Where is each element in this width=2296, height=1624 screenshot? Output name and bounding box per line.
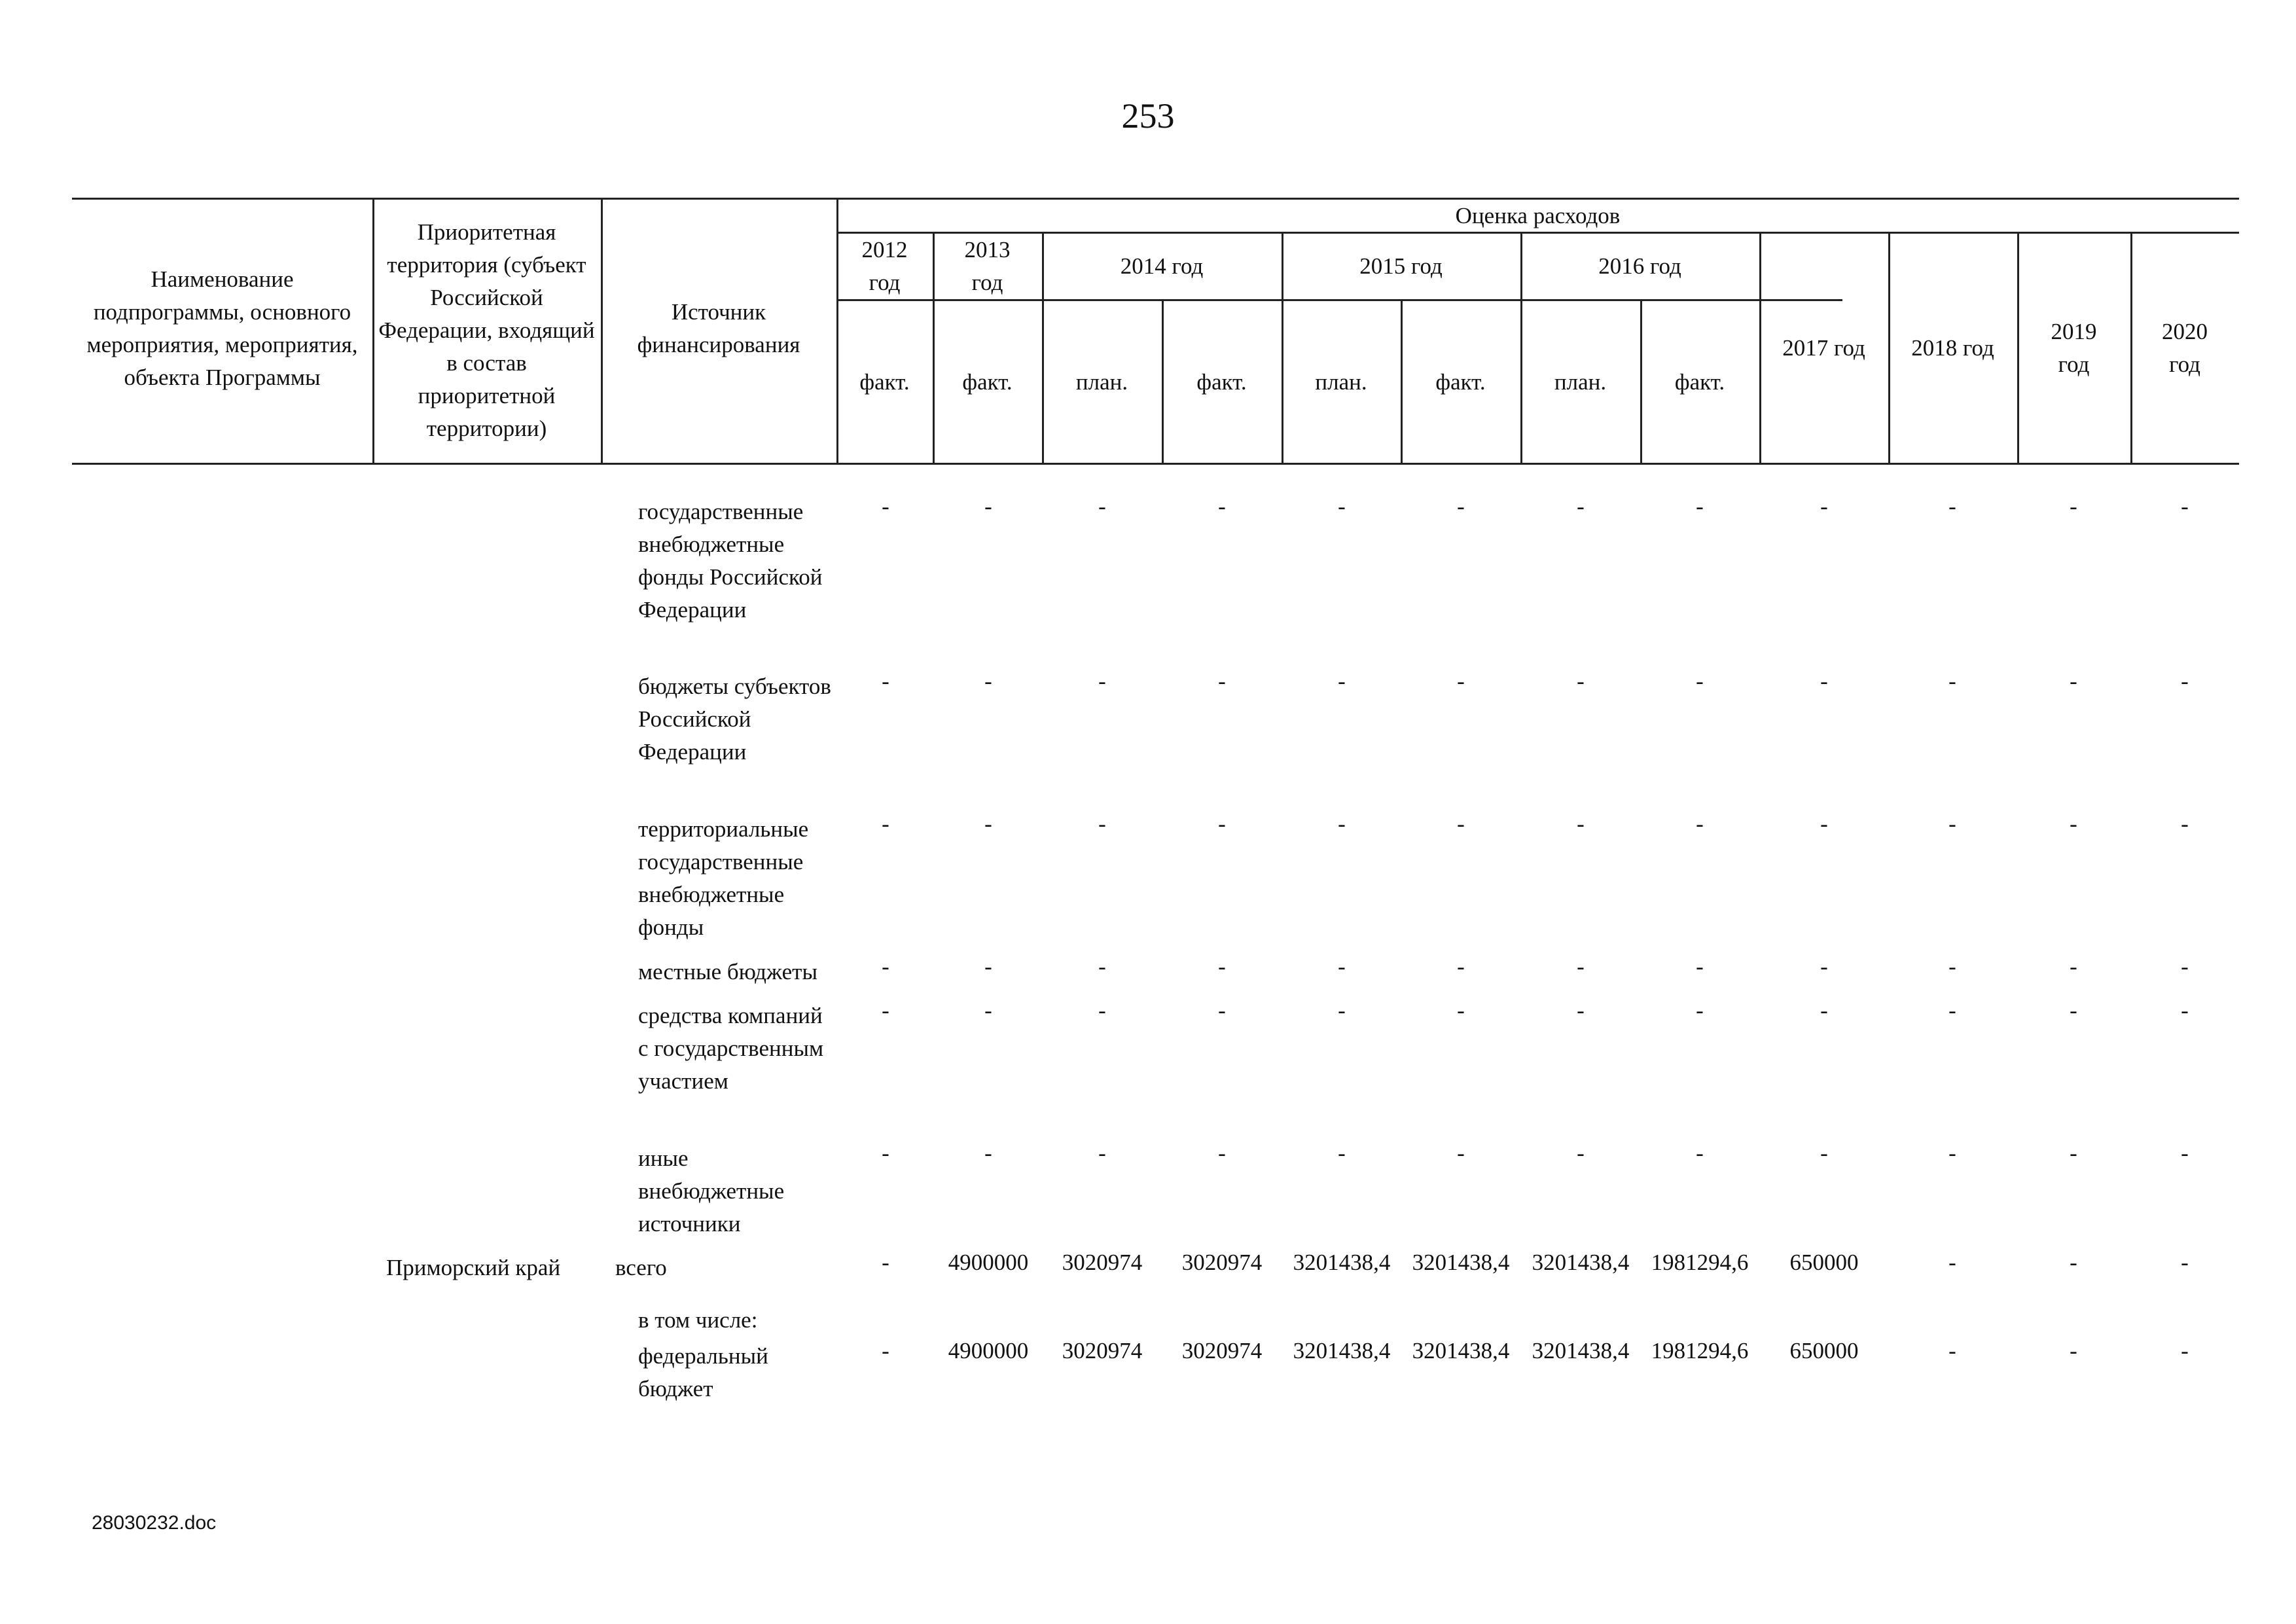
row-value-cell: -: [1696, 954, 1704, 979]
header-sub-plan: план.: [1315, 369, 1367, 395]
row-value-cell: -: [1098, 668, 1106, 694]
row-value-cell: -: [1948, 998, 1956, 1023]
row-value-cell: -: [2070, 954, 2077, 979]
row-value-cell: -: [984, 494, 992, 519]
row-value-cell: -: [1457, 811, 1465, 837]
row-value-cell: -: [2070, 811, 2077, 837]
header-sub-fact: факт.: [1196, 369, 1247, 395]
row-territory: Приморский край: [386, 1255, 561, 1280]
row-value-cell: 3201438,4: [1293, 1250, 1391, 1275]
row-value-cell: -: [1577, 954, 1585, 979]
row-value-cell: -: [1948, 954, 1956, 979]
row-value-cell: -: [1948, 1338, 1956, 1363]
header-year-2019: 2019 год: [2051, 319, 2097, 377]
row-value-cell: -: [1820, 668, 1828, 694]
header-sub-fact: факт.: [962, 369, 1013, 395]
row-value-cell: -: [1948, 494, 1956, 519]
row-value-cell: -: [1098, 811, 1106, 837]
header-year-2016: 2016 год: [1598, 253, 1681, 279]
row-value-cell: -: [1218, 1140, 1226, 1166]
row-financing-source: бюджеты субъектов Российской Федерации: [638, 674, 831, 765]
row-value-cell: -: [2181, 998, 2189, 1023]
row-value-cell: -: [1457, 668, 1465, 694]
row-value-cell: -: [882, 954, 889, 979]
row-financing-source: в том числе:: [638, 1307, 758, 1333]
row-value-cell: -: [882, 1140, 889, 1166]
row-value-cell: 3201438,4: [1532, 1338, 1630, 1363]
header-year-2013: 2013 год: [964, 237, 1011, 295]
row-value-cell: -: [984, 668, 992, 694]
row-value-cell: -: [1457, 494, 1465, 519]
header-year-2018: 2018 год: [1911, 335, 1994, 361]
row-value-cell: -: [2070, 998, 2077, 1023]
row-value-cell: 3201438,4: [1412, 1338, 1510, 1363]
row-value-cell: -: [2181, 1338, 2189, 1363]
row-value-cell: -: [1820, 494, 1828, 519]
row-value-cell: -: [2070, 1338, 2077, 1363]
row-value-cell: -: [1218, 954, 1226, 979]
row-value-cell: -: [984, 1140, 992, 1166]
row-value-cell: -: [2181, 668, 2189, 694]
row-value-cell: -: [1696, 811, 1704, 837]
row-value-cell: 3201438,4: [1412, 1250, 1510, 1275]
row-value-cell: 1981294,6: [1651, 1338, 1749, 1363]
row-value-cell: 1981294,6: [1651, 1250, 1749, 1275]
row-value-cell: 4900000: [948, 1338, 1029, 1363]
row-value-cell: -: [1696, 1140, 1704, 1166]
header-financing-source: Источник финансирования: [637, 299, 800, 357]
row-value-cell: -: [1820, 998, 1828, 1023]
row-financing-source: всего: [615, 1255, 667, 1280]
row-financing-source: иные внебюджетные источники: [638, 1146, 785, 1236]
row-value-cell: -: [984, 998, 992, 1023]
row-value-cell: -: [1948, 668, 1956, 694]
row-value-cell: -: [2181, 1250, 2189, 1275]
row-value-cell: 3201438,4: [1532, 1250, 1630, 1275]
header-sub-fact: факт.: [859, 369, 910, 395]
row-value-cell: -: [1338, 811, 1346, 837]
row-value-cell: -: [2070, 1250, 2077, 1275]
row-value-cell: 4900000: [948, 1250, 1029, 1275]
row-financing-source: государственные внебюджетные фонды Российской Федерации: [638, 499, 823, 623]
row-value-cell: -: [1820, 811, 1828, 837]
row-value-cell: -: [882, 668, 889, 694]
header-year-2012: 2012 год: [861, 237, 908, 295]
row-value-cell: -: [2070, 494, 2077, 519]
row-value-cell: -: [2181, 494, 2189, 519]
row-value-cell: 3020974: [1062, 1250, 1143, 1275]
row-financing-source: территориальные государственные внебюджетные фонды: [638, 816, 809, 940]
row-value-cell: -: [882, 998, 889, 1023]
header-sub-fact: факт.: [1435, 369, 1486, 395]
row-value-cell: -: [1577, 811, 1585, 837]
row-value-cell: -: [1338, 668, 1346, 694]
row-value-cell: 3020974: [1181, 1338, 1263, 1363]
row-value-cell: -: [882, 494, 889, 519]
row-value-cell: -: [1457, 954, 1465, 979]
row-value-cell: -: [1457, 1140, 1465, 1166]
header-sub-plan: план.: [1075, 369, 1128, 395]
row-value-cell: -: [1218, 998, 1226, 1023]
row-value-cell: -: [1098, 954, 1106, 979]
row-value-cell: -: [2181, 811, 2189, 837]
header-bottom-border: [72, 463, 2239, 465]
row-value-cell: -: [1577, 1140, 1585, 1166]
row-value-cell: -: [1338, 494, 1346, 519]
header-priority-territory: Приоритетная территория (субъект Российской Федерации, входящий в состав приоритетной территории): [378, 219, 595, 441]
row-value-cell: -: [882, 1250, 889, 1275]
header-year-2015: 2015 год: [1359, 253, 1443, 279]
header-program-name: Наименование подпрограммы, основного мероприятия, мероприятия, объекта Программы: [86, 266, 358, 390]
row-value-cell: -: [1098, 494, 1106, 519]
row-value-cell: -: [1338, 1140, 1346, 1166]
header-sub-plan: план.: [1554, 369, 1607, 395]
header-year-2017: 2017 год: [1782, 335, 1865, 361]
row-value-cell: 3020974: [1181, 1250, 1263, 1275]
row-value-cell: -: [882, 1338, 889, 1363]
row-value-cell: -: [1948, 1250, 1956, 1275]
row-financing-source: средства компаний с государственным участием: [638, 1003, 824, 1094]
row-value-cell: -: [1218, 811, 1226, 837]
row-value-cell: -: [2070, 1140, 2077, 1166]
row-value-cell: 3201438,4: [1293, 1338, 1391, 1363]
row-value-cell: -: [984, 954, 992, 979]
row-value-cell: -: [1098, 1140, 1106, 1166]
row-value-cell: -: [1098, 998, 1106, 1023]
row-value-cell: -: [1820, 954, 1828, 979]
row-value-cell: -: [1577, 668, 1585, 694]
footer-file-name: 28030232.doc: [92, 1512, 217, 1534]
header-year-2020: 2020 год: [2162, 319, 2208, 377]
row-value-cell: -: [1820, 1140, 1828, 1166]
row-value-cell: -: [1338, 954, 1346, 979]
row-value-cell: -: [1696, 668, 1704, 694]
page-number: 253: [1121, 96, 1175, 135]
row-value-cell: -: [984, 811, 992, 837]
header-year-2014: 2014 год: [1120, 253, 1204, 279]
row-financing-source: федеральный бюджет: [638, 1343, 768, 1401]
header-cost-estimate: Оценка расходов: [1455, 203, 1621, 228]
row-value-cell: -: [1577, 494, 1585, 519]
row-value-cell: -: [2181, 954, 2189, 979]
row-value-cell: -: [2070, 668, 2077, 694]
row-financing-source: местные бюджеты: [638, 959, 817, 984]
row-value-cell: -: [1948, 811, 1956, 837]
row-value-cell: 3020974: [1062, 1338, 1143, 1363]
row-value-cell: 650000: [1789, 1250, 1859, 1275]
row-value-cell: -: [1218, 668, 1226, 694]
row-value-cell: 650000: [1789, 1338, 1859, 1363]
row-value-cell: -: [1696, 998, 1704, 1023]
row-value-cell: -: [2181, 1140, 2189, 1166]
row-value-cell: -: [1218, 494, 1226, 519]
row-value-cell: -: [1457, 998, 1465, 1023]
row-value-cell: -: [1696, 494, 1704, 519]
row-value-cell: -: [1948, 1140, 1956, 1166]
row-value-cell: -: [1338, 998, 1346, 1023]
header-sub-fact: факт.: [1674, 369, 1725, 395]
row-value-cell: -: [1577, 998, 1585, 1023]
financing-table: [72, 198, 2239, 1441]
row-value-cell: -: [882, 811, 889, 837]
